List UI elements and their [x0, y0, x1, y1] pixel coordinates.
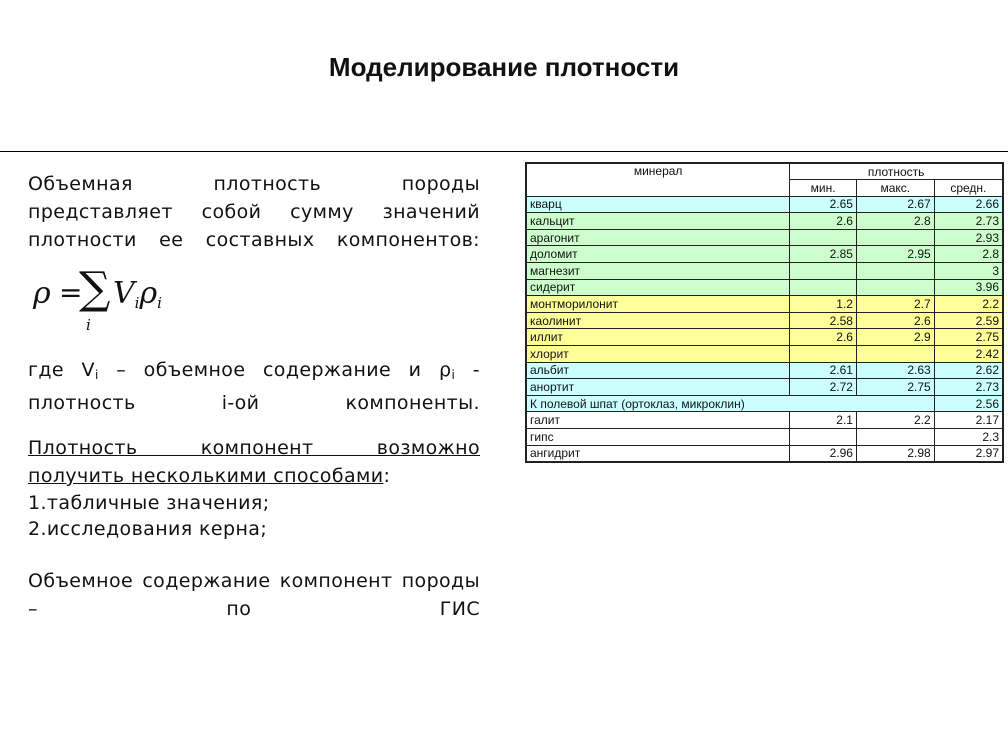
table-row	[526, 445, 1003, 462]
density-avg: 2.3	[934, 429, 1003, 446]
mineral-name: сидерит	[526, 279, 790, 296]
density-min: 2.1	[790, 412, 857, 429]
method-item-2: 2.исследования керна;	[28, 518, 268, 540]
intro-paragraph: Объемная плотность породы представляет собой сумму значений плотности ее составных компонентов:	[28, 173, 480, 251]
formula-equals: =	[59, 276, 83, 309]
density-min: 2.6	[790, 213, 857, 230]
density-avg: 3.96	[934, 279, 1003, 296]
mineral-name: ангидрит	[526, 445, 790, 462]
density-avg: 2.56	[934, 395, 1003, 412]
table-row	[526, 312, 1003, 329]
density-avg: 2.62	[934, 362, 1003, 379]
header-min: мин.	[790, 180, 857, 197]
table-row	[526, 346, 1003, 363]
mineral-density-table	[525, 162, 1004, 463]
table-row	[526, 379, 1003, 396]
table-row	[526, 429, 1003, 446]
density-avg: 2.73	[934, 379, 1003, 396]
density-max: 2.63	[856, 362, 934, 379]
density-min	[790, 429, 857, 446]
divider	[0, 151, 1008, 152]
density-avg: 2.17	[934, 412, 1003, 429]
density-min: 1.2	[790, 296, 857, 313]
density-avg: 2.73	[934, 213, 1003, 230]
header-mineral: минерал	[526, 163, 790, 196]
methods-line2: получить несколькими способами:	[28, 465, 391, 487]
mineral-name: каолинит	[526, 312, 790, 329]
mineral-name: хлорит	[526, 346, 790, 363]
density-avg: 2.2	[934, 296, 1003, 313]
density-max: 2.2	[856, 412, 934, 429]
mineral-name: иллит	[526, 329, 790, 346]
density-max: 2.75	[856, 379, 934, 396]
density-avg: 2.93	[934, 229, 1003, 246]
mineral-name: доломит	[526, 246, 790, 263]
header-avg: средн.	[934, 180, 1003, 197]
mineral-name: гипс	[526, 429, 790, 446]
header-max: макс.	[856, 180, 934, 197]
mineral-name: альбит	[526, 362, 790, 379]
density-max	[856, 263, 934, 280]
mineral-name: анортит	[526, 379, 790, 396]
density-avg: 2.97	[934, 445, 1003, 462]
mineral-name: К полевой шпат (ортоклаз, микроклин)	[526, 395, 934, 412]
density-max: 2.6	[856, 312, 934, 329]
density-max: 2.7	[856, 296, 934, 313]
methods-line1: Плотность компонент возможно	[28, 437, 480, 459]
density-min: 2.61	[790, 362, 857, 379]
density-formula	[33, 262, 163, 338]
density-min: 2.85	[790, 246, 857, 263]
density-max: 2.67	[856, 196, 934, 213]
density-avg: 2.8	[934, 246, 1003, 263]
density-max: 2.8	[856, 213, 934, 230]
density-min	[790, 279, 857, 296]
table-row	[526, 395, 1003, 412]
table-row	[526, 263, 1003, 280]
mineral-name: магнезит	[526, 263, 790, 280]
density-min: 2.6	[790, 329, 857, 346]
density-min: 2.72	[790, 379, 857, 396]
mineral-name: монтморилонит	[526, 296, 790, 313]
mineral-name: кальцит	[526, 213, 790, 230]
table-row	[526, 362, 1003, 379]
density-max: 2.98	[856, 445, 934, 462]
table-row	[526, 329, 1003, 346]
method-item-1: 1.табличные значения;	[28, 492, 270, 514]
table-row	[526, 229, 1003, 246]
header-density: плотность	[790, 163, 1003, 180]
density-min: 2.65	[790, 196, 857, 213]
gis-paragraph: Объемное содержание компонент породы – по ГИС	[28, 570, 480, 620]
density-max	[856, 279, 934, 296]
table-row	[526, 213, 1003, 230]
density-avg: 3	[934, 263, 1003, 280]
formula-body: $V_i\rho_i$	[113, 276, 162, 312]
density-max	[856, 429, 934, 446]
density-avg: 2.59	[934, 312, 1003, 329]
table-row	[526, 279, 1003, 296]
where-paragraph: где $V_i$ – объемное содержание и $\rho_i$ - плотность i-ой компоненты.	[28, 359, 480, 414]
mineral-name: кварц	[526, 196, 790, 213]
density-min: 2.58	[790, 312, 857, 329]
density-min: 2.96	[790, 445, 857, 462]
density-min	[790, 346, 857, 363]
sum-icon: ∑	[79, 263, 111, 314]
formula-index: i	[86, 316, 91, 334]
density-avg: 2.42	[934, 346, 1003, 363]
table-row	[526, 412, 1003, 429]
mineral-name: арагонит	[526, 229, 790, 246]
density-max	[856, 229, 934, 246]
density-max	[856, 346, 934, 363]
page-title: Моделирование плотности	[328, 52, 680, 82]
table-row	[526, 246, 1003, 263]
formula-rho: ρ	[33, 276, 51, 311]
density-min	[790, 229, 857, 246]
density-min	[790, 263, 857, 280]
density-max: 2.9	[856, 329, 934, 346]
density-avg: 2.66	[934, 196, 1003, 213]
table-row	[526, 196, 1003, 213]
density-avg: 2.75	[934, 329, 1003, 346]
table-row	[526, 296, 1003, 313]
density-max: 2.95	[856, 246, 934, 263]
mineral-name: галит	[526, 412, 790, 429]
